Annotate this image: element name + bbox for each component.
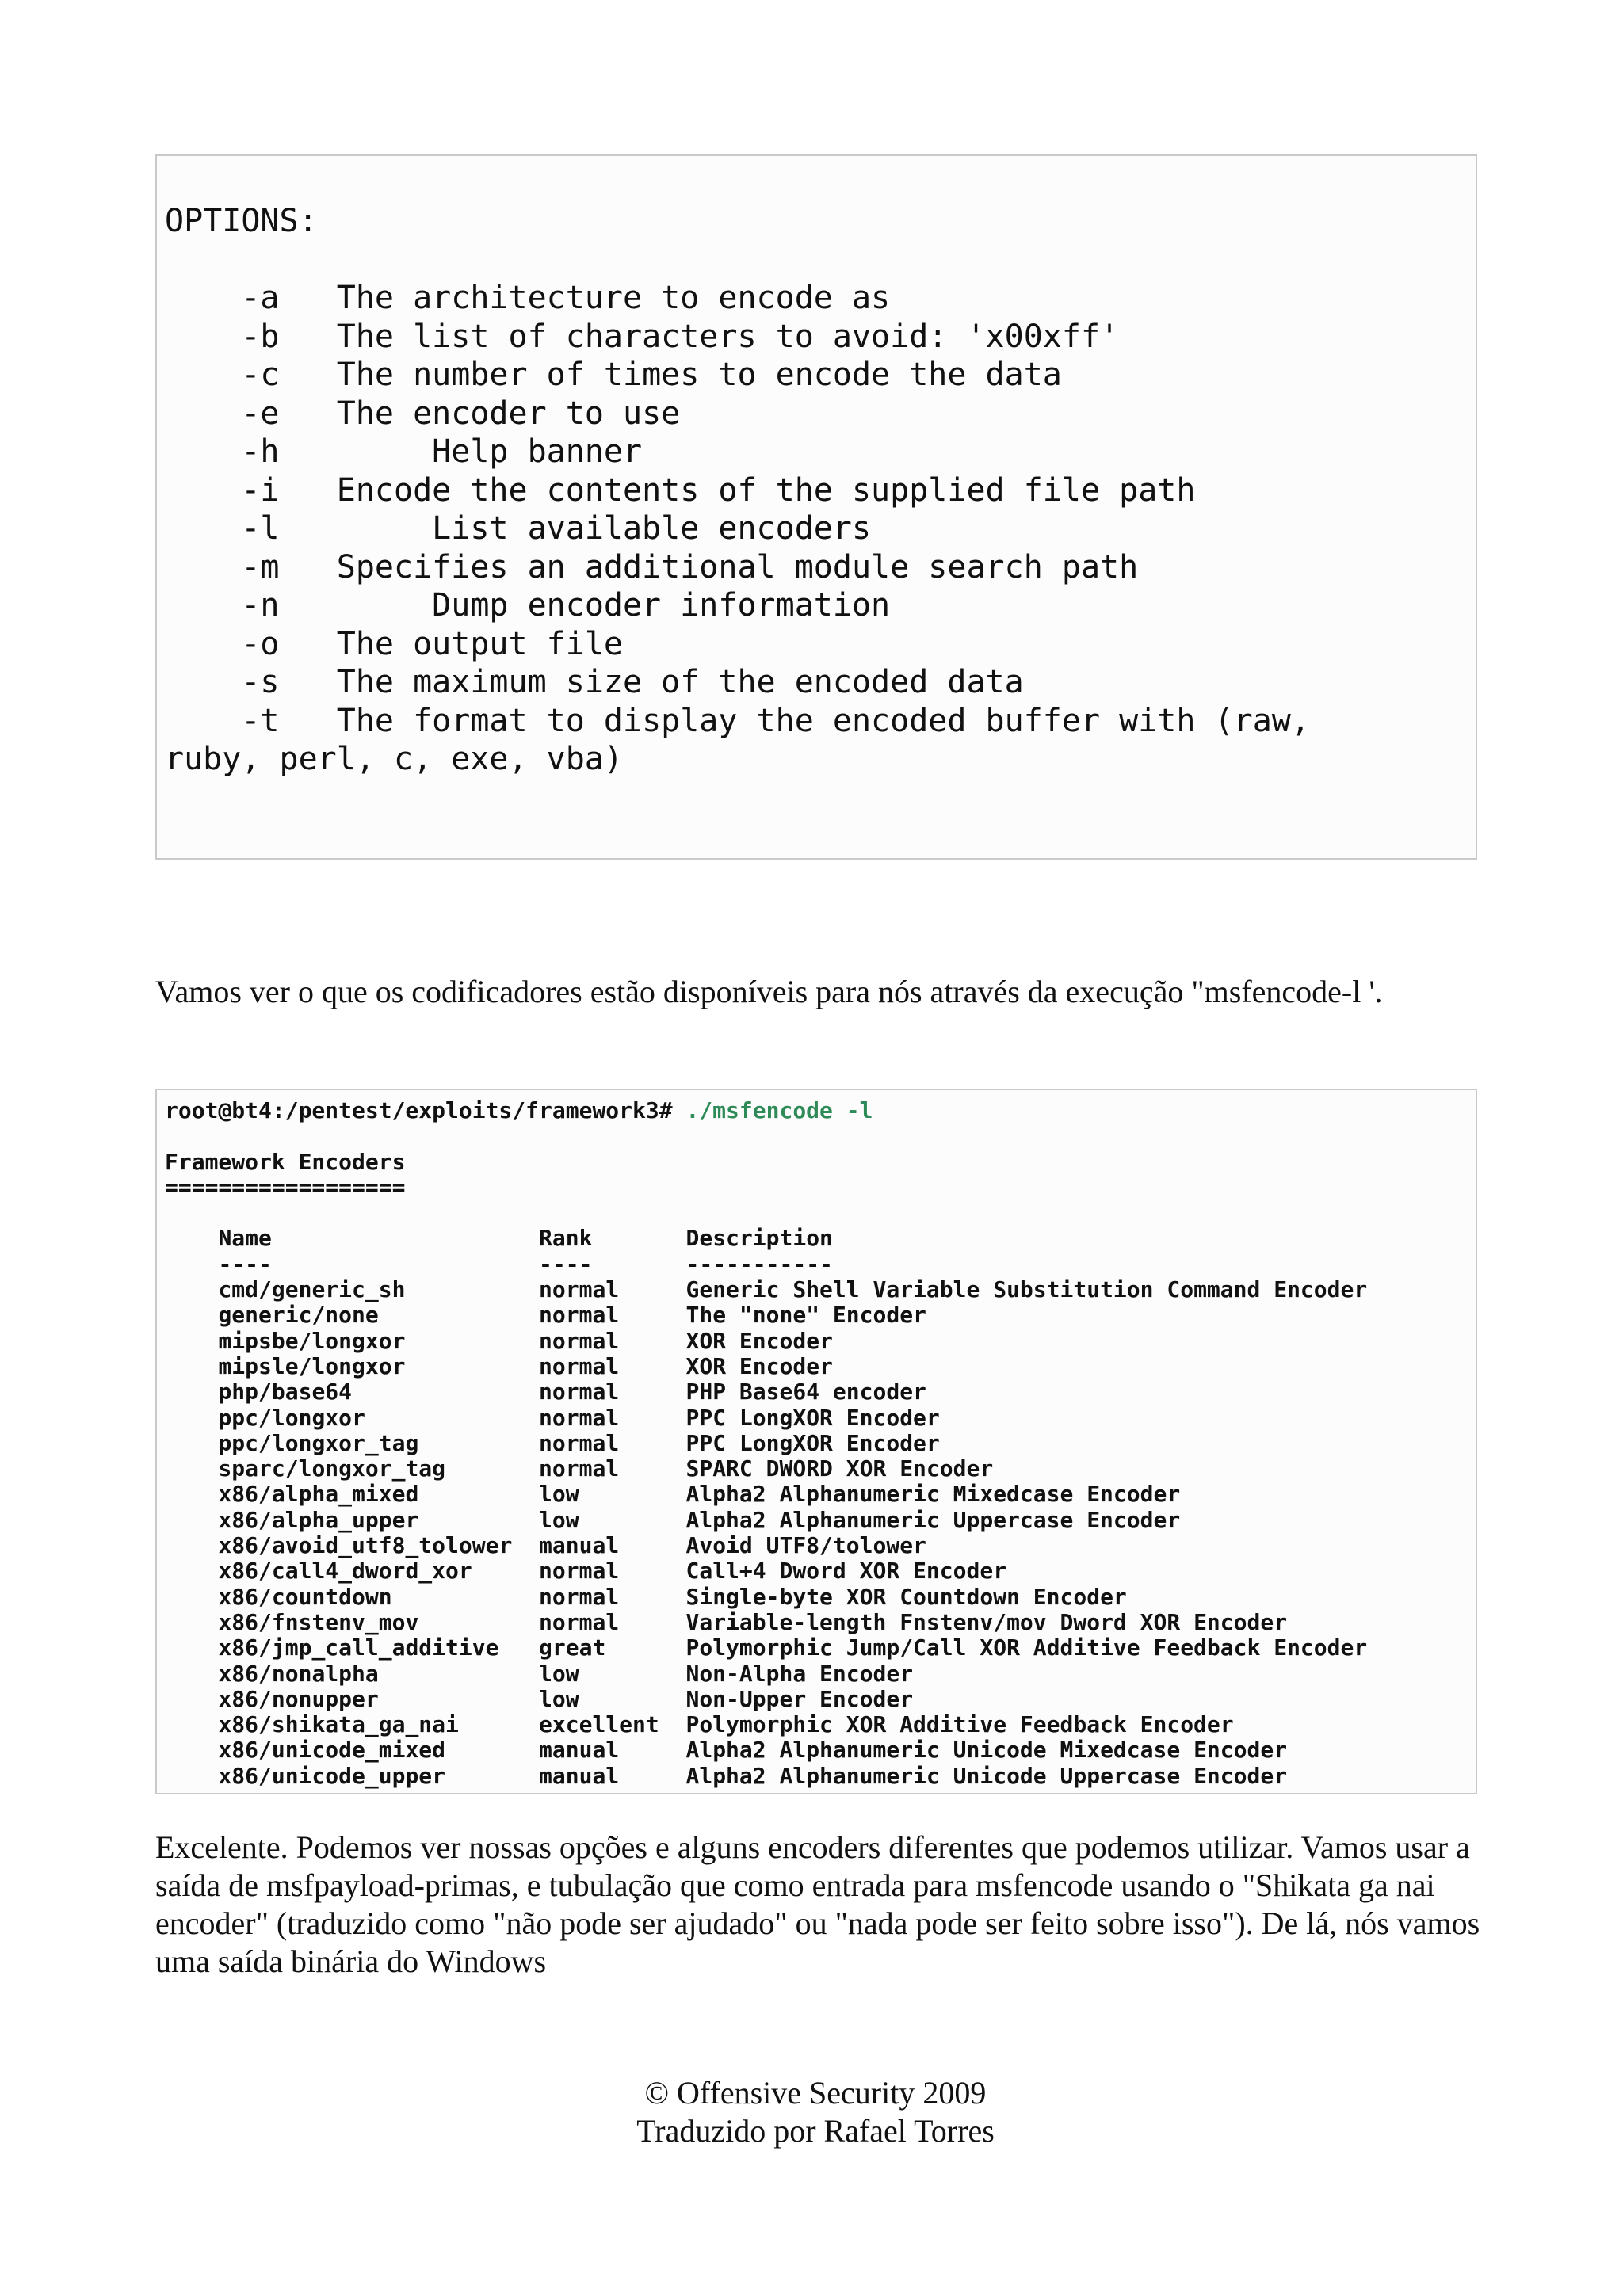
encoder-name: x86/avoid_utf8_tolower <box>218 1532 513 1559</box>
table-row <box>165 1763 1287 1789</box>
encoder-description: Alpha2 Alphanumeric Unicode Mixedcase Encoder <box>685 1737 1288 1764</box>
encoder-rank: normal <box>539 1583 620 1610</box>
encoder-rank: normal <box>539 1302 620 1329</box>
encoder-name: x86/nonalpha <box>218 1660 379 1687</box>
encoder-rank: ---- <box>539 1250 593 1277</box>
option-description: The output file <box>336 625 623 662</box>
table-header-underline <box>165 1251 833 1277</box>
encoder-description: Polymorphic XOR Additive Feedback Encoder <box>685 1711 1234 1738</box>
encoder-rank: manual <box>539 1532 620 1559</box>
option-flag: -i <box>241 471 280 509</box>
option-description: Help banner <box>432 433 643 470</box>
encoder-rank: normal <box>539 1352 620 1379</box>
table-row <box>165 1430 940 1456</box>
encoder-name: x86/shikata_ga_nai <box>218 1711 459 1738</box>
footer-translator: Traduzido por Rafael Torres <box>636 2113 995 2149</box>
table-row <box>165 1634 1367 1661</box>
encoder-name: mipsbe/longxor <box>218 1327 406 1354</box>
option-flag: -c <box>241 357 280 393</box>
encoder-description: PHP Base64 encoder <box>685 1379 926 1405</box>
options-text <box>165 202 1310 779</box>
encoder-name: ---- <box>218 1250 272 1277</box>
option-flag: -e <box>241 395 280 432</box>
table-row <box>165 1686 913 1712</box>
encoder-rank: normal <box>539 1558 620 1585</box>
encoder-description: SPARC DWORD XOR Encoder <box>685 1455 994 1482</box>
option-line <box>165 472 1195 509</box>
table-row <box>165 1405 940 1431</box>
encoder-name: x86/jmp_call_additive <box>218 1634 499 1661</box>
encoder-name: ppc/longxor <box>218 1404 365 1431</box>
option-flag: -a <box>241 280 280 316</box>
table-row <box>165 1584 1127 1610</box>
table-header <box>165 1225 833 1251</box>
encoder-name: x86/unicode_upper <box>218 1762 446 1789</box>
page-footer <box>0 2074 1623 2150</box>
encoder-description: Polymorphic Jump/Call XOR Additive Feedback Encoder <box>685 1634 1368 1661</box>
encoder-rank: low <box>539 1685 579 1712</box>
encoder-name: x86/alpha_upper <box>218 1506 419 1533</box>
option-description: Encode the contents of the supplied file path <box>336 471 1196 509</box>
terminal-output-block <box>155 1089 1477 1794</box>
option-description: The maximum size of the encoded data <box>336 664 1024 700</box>
encoder-name: generic/none <box>218 1302 379 1329</box>
encoder-rank: low <box>539 1506 579 1533</box>
closing-paragraph: Excelente. Podemos ver nossas opções e alguns encoders diferentes que podemos utilizar. Vamos usar a saída de msfpayload-primas, e tubulação que como entrada para msfencode usando o "Shikata ga nai encoder" (traduzido como "não pode ser ajudado" ou "nada pode ser feito sobre isso"). De lá, nós vamos uma saída binária do Windows <box>155 1829 1480 1979</box>
option-line <box>165 549 1138 585</box>
option-description: List available encoders <box>432 510 872 547</box>
encoder-rank: normal <box>539 1429 620 1456</box>
encoder-name: x86/call4_dword_xor <box>218 1558 472 1585</box>
option-description: Specifies an additional module search path <box>336 548 1139 585</box>
option-line <box>165 433 642 470</box>
encoder-rank: normal <box>539 1455 620 1482</box>
options-code-block <box>155 154 1477 860</box>
encoder-description: Generic Shell Variable Substitution Command Encoder <box>685 1276 1368 1303</box>
option-line <box>165 664 1024 700</box>
encoder-name: x86/unicode_mixed <box>218 1737 446 1764</box>
encoder-rank: manual <box>539 1762 620 1789</box>
encoder-description: Single-byte XOR Countdown Encoder <box>685 1583 1127 1610</box>
encoder-rank: normal <box>539 1327 620 1354</box>
option-line <box>165 318 1119 355</box>
option-flag: -s <box>241 664 280 700</box>
encoders-title: Framework Encoders <box>165 1148 406 1175</box>
encoder-description: Non-Alpha Encoder <box>685 1660 914 1687</box>
option-line <box>165 703 1310 739</box>
terminal-prompt: root@bt4:/pentest/exploits/framework3# <box>165 1097 673 1123</box>
option-line <box>165 357 1062 393</box>
encoder-description: Non-Upper Encoder <box>685 1685 914 1712</box>
option-description: The list of characters to avoid: 'x00xff' <box>336 318 1120 355</box>
encoder-name: Name <box>218 1225 272 1252</box>
option-flag: -t <box>241 702 280 739</box>
options-header: OPTIONS: <box>165 203 318 239</box>
encoder-description: XOR Encoder <box>685 1352 833 1379</box>
encoder-description: XOR Encoder <box>685 1327 833 1354</box>
table-row <box>165 1481 1180 1507</box>
table-row <box>165 1532 926 1558</box>
option-flag: -h <box>241 433 280 470</box>
encoder-name: cmd/generic_sh <box>218 1276 406 1303</box>
option-description: The architecture to encode as <box>336 280 891 316</box>
encoder-description: Alpha2 Alphanumeric Unicode Uppercase Encoder <box>685 1762 1288 1789</box>
table-row <box>165 1379 926 1405</box>
encoder-rank: great <box>539 1634 606 1661</box>
encoder-name: sparc/longxor_tag <box>218 1455 446 1482</box>
encoder-rank: normal <box>539 1379 620 1405</box>
encoders-title-underline: ================== <box>165 1173 406 1200</box>
encoder-rank: normal <box>539 1608 620 1635</box>
encoder-name: ppc/longxor_tag <box>218 1429 419 1456</box>
encoder-name: x86/countdown <box>218 1583 392 1610</box>
table-row <box>165 1455 993 1482</box>
encoder-rank: manual <box>539 1737 620 1764</box>
encoder-description: The "none" Encoder <box>685 1302 926 1329</box>
encoder-description: Avoid UTF8/tolower <box>685 1532 926 1559</box>
terminal-command: ./msfencode -l <box>685 1097 873 1123</box>
options-continuation: ruby, perl, c, exe, vba) <box>165 741 623 777</box>
encoder-description: Variable-length Fnstenv/mov Dword XOR Encoder <box>685 1608 1288 1635</box>
encoder-name: x86/fnstenv_mov <box>218 1608 419 1635</box>
table-row <box>165 1507 1180 1533</box>
option-line <box>165 395 680 432</box>
encoder-description: PPC LongXOR Encoder <box>685 1429 940 1456</box>
intro-paragraph: Vamos ver o que os codificadores estão disponíveis para nós através da execução "msfencode-l '. <box>155 974 1383 1009</box>
option-description: The format to display the encoded buffer with (raw, <box>336 702 1310 739</box>
terminal-text <box>165 1098 1367 1789</box>
option-flag: -n <box>241 587 280 624</box>
footer-copyright: © Offensive Security 2009 <box>644 2075 987 2111</box>
table-row <box>165 1276 1367 1302</box>
table-row <box>165 1328 833 1354</box>
encoder-rank: normal <box>539 1404 620 1431</box>
encoder-name: x86/nonupper <box>218 1685 379 1712</box>
table-row <box>165 1609 1287 1635</box>
encoder-description: Alpha2 Alphanumeric Uppercase Encoder <box>685 1506 1181 1533</box>
encoder-description: Description <box>685 1225 833 1252</box>
option-description: The encoder to use <box>336 395 681 432</box>
encoder-name: php/base64 <box>218 1379 353 1405</box>
option-flag: -m <box>241 548 280 585</box>
option-line <box>165 587 890 624</box>
table-row <box>165 1711 1234 1737</box>
encoder-rank: Rank <box>539 1225 593 1252</box>
option-flag: -o <box>241 625 280 662</box>
table-row <box>165 1302 926 1328</box>
encoder-name: mipsle/longxor <box>218 1352 406 1379</box>
encoder-description: PPC LongXOR Encoder <box>685 1404 940 1431</box>
option-line <box>165 626 623 662</box>
option-description: Dump encoder information <box>432 587 891 624</box>
option-flag: -l <box>241 510 280 547</box>
encoder-rank: low <box>539 1481 579 1508</box>
table-row <box>165 1661 913 1687</box>
encoder-description: Alpha2 Alphanumeric Mixedcase Encoder <box>685 1481 1181 1508</box>
option-description: The number of times to encode the data <box>336 357 1062 393</box>
option-line <box>165 510 871 547</box>
encoder-description: ----------- <box>685 1250 833 1277</box>
encoder-rank: normal <box>539 1276 620 1303</box>
encoder-description: Call+4 Dword XOR Encoder <box>685 1558 1007 1585</box>
encoder-name: x86/alpha_mixed <box>218 1481 419 1508</box>
table-row <box>165 1353 833 1379</box>
table-row <box>165 1737 1287 1763</box>
option-flag: -b <box>241 318 280 355</box>
encoder-rank: low <box>539 1660 579 1687</box>
table-row <box>165 1558 1006 1584</box>
encoder-rank: excellent <box>539 1711 659 1738</box>
option-line <box>165 280 890 316</box>
